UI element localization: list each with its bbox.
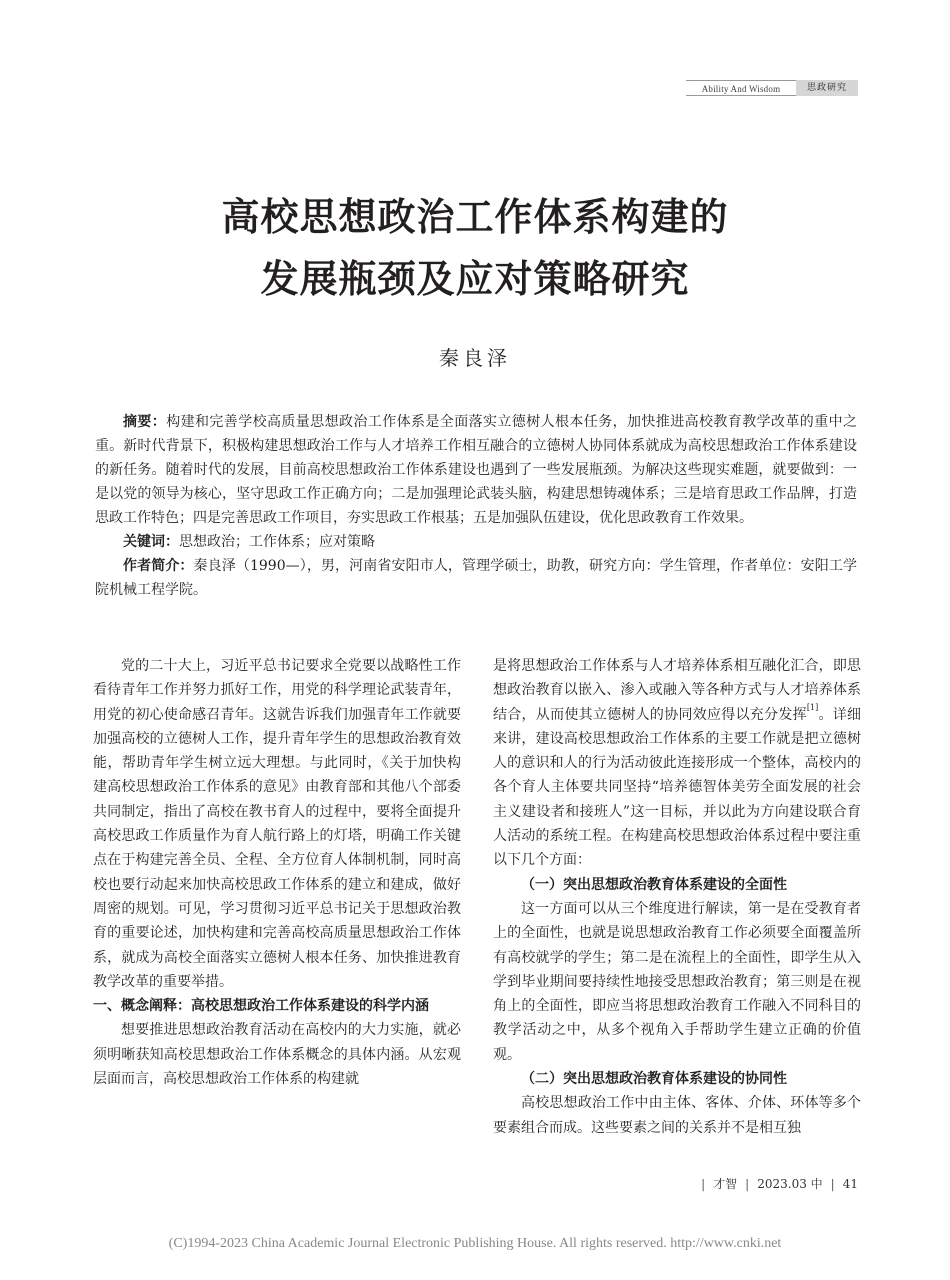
body-left-column <box>93 654 461 1091</box>
body-paragraph: 想要推进思想政治教育活动在高校内的大力实施，就必须明晰获知高校思想政治工作体系概念的具体内涵。从宏观层面而言，高校思想政治工作体系的构建就 <box>93 1022 461 1088</box>
title-line-2: 发展瓶颈及应对策略研究 <box>260 257 690 301</box>
copyright-notice: (C)1994-2023 China Academic Journal Electronic Publishing House. All rights reserved. http://www.cnki.net <box>168 1236 782 1251</box>
reference-marker: [1] <box>806 702 819 712</box>
subsection-heading: （二）突出思想政治教育体系建设的协同性 <box>521 1071 787 1088</box>
page-number: 41 <box>842 1177 858 1191</box>
body-paragraph: 党的二十大上，习近平总书记要求全党要以战略性工作看待青年工作并努力抓好工作，用党的科学理论武装青年，用党的初心使命感召青年。这就告诉我们加强青年工作就要加强高校的立德树人工作，提升青年学生的思想政治教育效能，帮助青年学生树立远大理想。与此同时，《关于加快构建高校思想政治工作体系的意见》由教育部和其他八个部委共同制定，指出了高校在教书育人的过程中，要将全面提升高校思政工作质量作为育人航行路上的灯塔，明确工作关键点在于构建完善全员、全程、全方位育人体制机制，同时高校也要行动起来加快高校思政工作体系的建立和建成，做好周密的规划。可见，学习贯彻习近平总书记关于思想政治教育的重要论述，加快构建和完善高校高质量思想政治工作体系，就成为高校全面落实立德树人根本任务、加快推进教育教学改革的重要举措。 <box>93 658 461 990</box>
abstract-block <box>95 410 857 602</box>
body-paragraph <box>493 654 861 873</box>
footer-journal: 才智 <box>713 1177 738 1191</box>
abstract-paragraph <box>95 410 857 530</box>
author-bio-text: 秦良泽（1990—），男，河南省安阳市人，管理学硕士，助教，研究方向：学生管理，作者单位：安阳工学院机械工程学院。 <box>95 558 857 598</box>
abstract-text: 构建和完善学校高质量思想政治工作体系是全面落实立德树人根本任务，加快推进高校教育教学改革的重中之重。新时代背景下，积极构建思想政治工作与人才培养工作相互融合的立德树人协同体系就成为高校思想政治工作体系建设的新任务。随着时代的发展，目前高校思想政治工作体系建设也遇到了一些发展瓶颈。为解决这些现实难题，就要做到：一是以党的领导为核心，坚守思政工作正确方向；二是加强理论武装头脑，构建思想铸魂体系；三是培育思政工作品牌，打造思政工作特色；四是完善思政工作项目，夯实思政工作根基；五是加强队伍建设，优化思政教育工作效果。 <box>95 414 858 526</box>
abstract-label: 摘要： <box>123 414 167 430</box>
keywords-line <box>95 530 857 554</box>
body-right-column <box>493 654 861 1140</box>
article-title <box>0 186 950 310</box>
page-footer: | 才智 | 2023.03 中 | 41 <box>701 1177 858 1191</box>
keywords-text: 思想政治；工作体系；应对策略 <box>179 534 375 550</box>
journal-section-tag <box>686 80 858 96</box>
subsection-heading: （一）突出思想政治教育体系建设的全面性 <box>521 876 787 893</box>
author-name: 秦良泽 <box>439 346 511 370</box>
title-line-1: 高校思想政治工作体系构建的 <box>221 195 729 239</box>
keywords-label: 关键词： <box>123 534 179 550</box>
section-heading: 一、概念阐释：高校思想政治工作体系建设的科学内涵 <box>93 998 429 1015</box>
paragraph-text: 。详细来讲，建设高校思想政治工作体系的主要工作就是把立德树人的意识和人的行为活动彼此连接形成一个整体，高校内的各个育人主体要共同坚持“培养德智体美劳全面发展的社会主义建设者和接班人”这一目标，并以此为方向建设联合育人活动的系统工程。在构建高校思想政治体系过程中要注重以下几个方面： <box>493 706 862 869</box>
author-bio-label: 作者简介： <box>123 558 194 574</box>
body-paragraph: 这一方面可以从三个维度进行解读，第一是在受教育者上的全面性，也就是说思想政治教育工作必须要全面覆盖所有高校就学的学生；第二是在流程上的全面性，即学生从入学到毕业期间要持续性地接受思想政治教育；第三则是在视角上的全面性，即应当将思想政治教育工作融入不同科目的教学活动之中，从多个视角入手帮助学生建立正确的价值观。 <box>493 900 861 1063</box>
footer-issue: 2023.03 中 <box>757 1177 823 1191</box>
author-bio-line <box>95 554 857 602</box>
body-paragraph: 高校思想政治工作中由主体、客体、介体、环体等多个要素组合而成。这些要素之间的关系并不是相互独 <box>493 1095 861 1136</box>
journal-english-name: Ability And Wisdom <box>686 80 796 96</box>
section-name: 思政研究 <box>796 80 858 96</box>
paragraph-text: 是将思想政治工作体系与人才培养体系相互融化汇合，即思想政治教育以嵌入、渗入或融入等各种方式与人才培养体系结合，从而使其立德树人的协同效应得以充分发挥 <box>493 658 861 723</box>
